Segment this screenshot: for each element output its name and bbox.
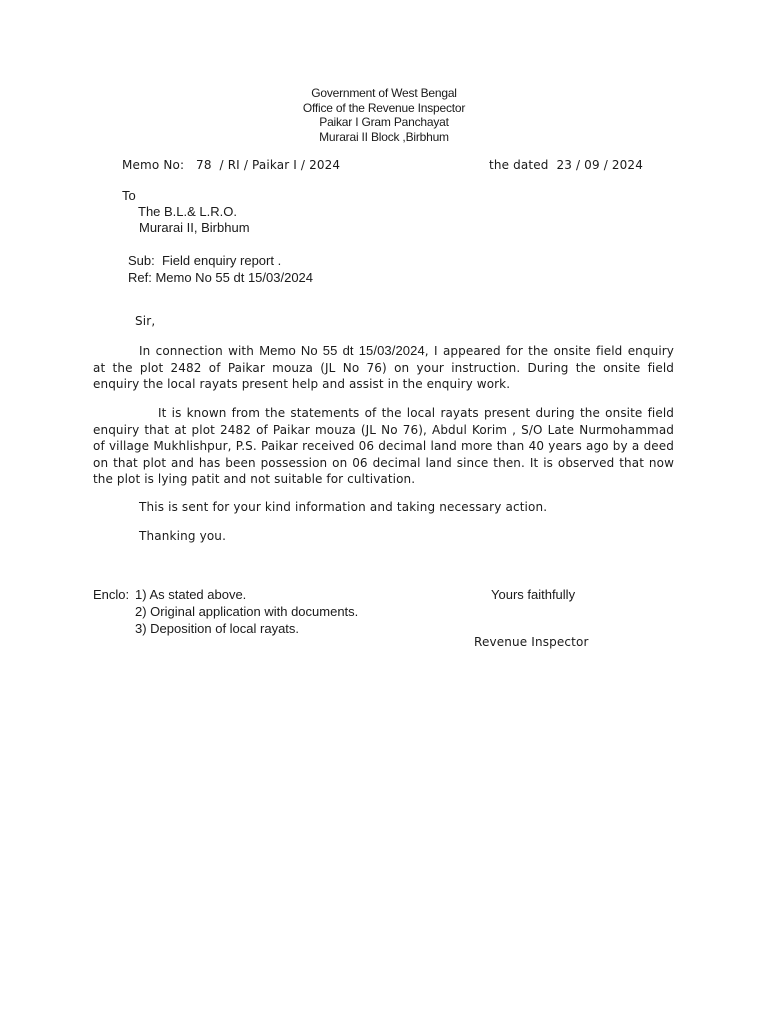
enclosure-item-2: 2) Original application with documents. bbox=[135, 604, 359, 619]
yours-faithfully: Yours faithfully bbox=[491, 587, 576, 602]
header-block: Murarai II Block ,Birbhum bbox=[319, 129, 449, 144]
paragraph-2-line-4: on that plot and has been possession on 06 decimal land since then. It is observed that now bbox=[93, 455, 674, 470]
paragraph-1 bbox=[93, 343, 674, 393]
paragraph-1-line-1: In connection with Memo No 55 dt 15/03/2024, I appeared for the onsite field enquiry bbox=[139, 343, 674, 358]
paragraph-1-line-2: at the plot 2482 of Paikar mouza (JL No 76) on your instruction. During the onsite field bbox=[93, 360, 674, 375]
letterhead bbox=[234, 86, 534, 144]
paragraph-2 bbox=[93, 405, 674, 488]
closing-line: This is sent for your kind information and taking necessary action. bbox=[139, 500, 548, 514]
memo-date: the dated 23 / 09 / 2024 bbox=[489, 158, 643, 172]
header-government: Government of West Bengal bbox=[311, 86, 457, 100]
enclosures-label: Enclo: bbox=[93, 587, 130, 602]
memo-number: Memo No: 78 / RI / Paikar I / 2024 bbox=[122, 158, 341, 172]
paragraph-2-line-2: enquiry that at plot 2482 of Paikar mouza (JL No 76), Abdul Korim , S/O Late Nurmohammad bbox=[93, 422, 674, 437]
paragraph-2-line-1: It is known from the statements of the local rayats present during the onsite field bbox=[158, 406, 674, 420]
addressee-line2: Murarai II, Birbhum bbox=[139, 220, 250, 235]
signatory-title: Revenue Inspector bbox=[474, 635, 589, 649]
reference-line: Ref: Memo No 55 dt 15/03/2024 bbox=[128, 270, 314, 285]
paragraph-2-line-3: of village Mukhlishpur, P.S. Paikar received 06 decimal land more than 40 years ago by a deed bbox=[93, 439, 674, 453]
addressee-to: To bbox=[122, 188, 136, 203]
header-office: Office of the Revenue Inspector bbox=[302, 100, 466, 115]
subject-line: Sub: Field enquiry report . bbox=[128, 253, 282, 268]
header-panchayat: Paikar I Gram Panchayat bbox=[319, 115, 449, 130]
memo-reference-inline: Memo No 55 dt 15/03/2024 bbox=[259, 343, 425, 358]
paragraph-2-line-5: the plot is lying patit and not suitable for cultivation. bbox=[93, 472, 416, 486]
thanks-line: Thanking you. bbox=[139, 529, 227, 543]
addressee-line1: The B.L.& L.R.O. bbox=[138, 204, 237, 219]
enclosure-item-1: 1) As stated above. bbox=[135, 587, 247, 602]
enclosure-item-3: 3) Deposition of local rayats. bbox=[135, 621, 300, 636]
paragraph-1-line-3: enquiry the local rayats present help and assist in the enquiry work. bbox=[93, 377, 511, 391]
salutation: Sir, bbox=[135, 314, 156, 328]
